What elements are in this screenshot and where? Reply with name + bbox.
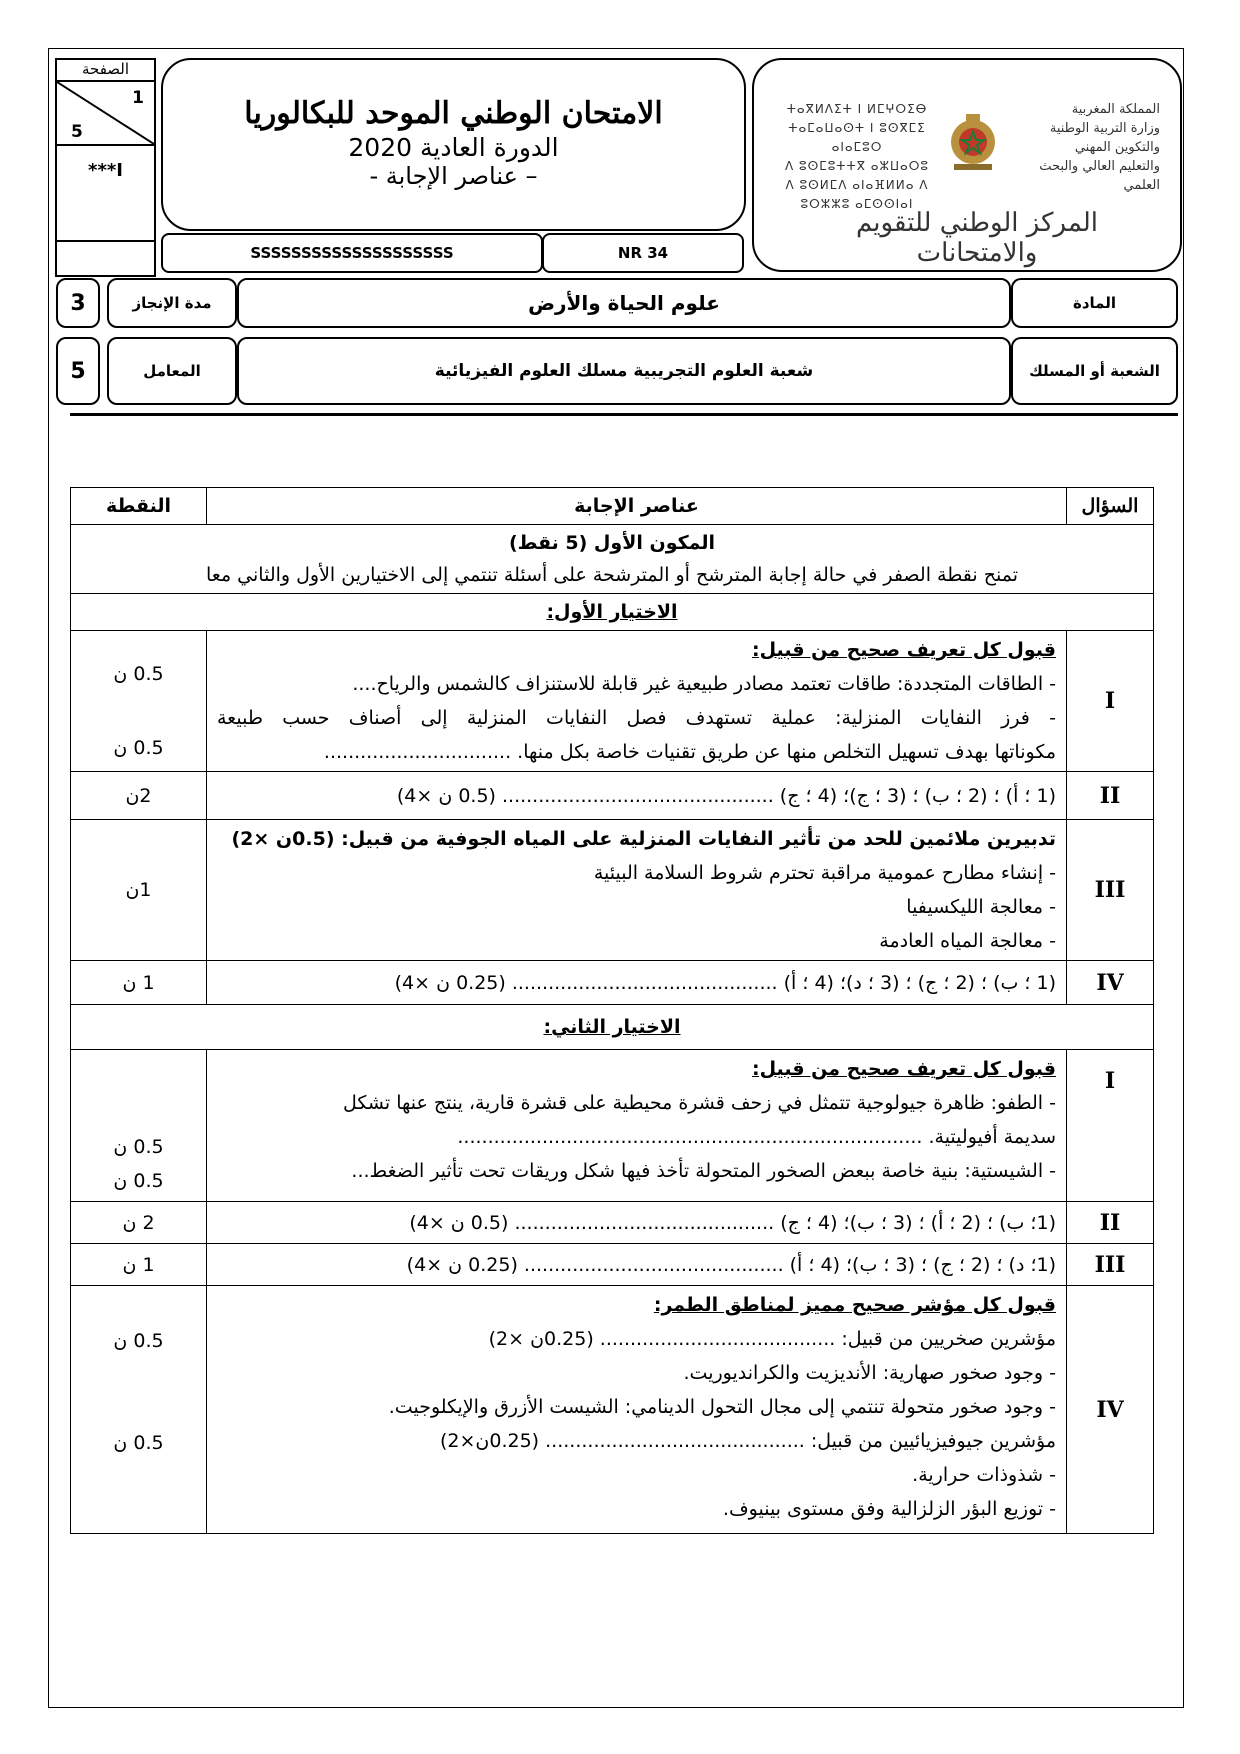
ministry-tifinagh: ⵜⴰⴳⵍⴷⵉⵜ ⵏ ⵍⵎⵖⵔⵉⴱ ⵜⴰⵎⴰⵡⴰⵙⵜ ⵏ ⵓⵙⴳⵎⵉ ⴰⵏⴰⵎⵓⵔ ⴷ ⵓⵙⵎⵓⵜⵜⴳ ⴰⵣⵡⴰⵔⵓ ⴷ ⵓⵙⵍⵎⴷ ⴰⵏⴰⴼⵍⵍⴰ ⴷ ⵓⵔⵣⵣⵓ ⴰⵎⵙⵙⵏⴰⵏ bbox=[785, 102, 929, 211]
table-row: III (1؛ د) ؛ (2 ؛ ج) ؛ (3 ؛ ب)؛ (4 ؛ أ) ........................................... (0.25 ن ×4) 1 ن bbox=[71, 1244, 1154, 1286]
subject-label: المادة bbox=[1011, 278, 1178, 328]
col-elements: عناصر الإجابة bbox=[207, 488, 1067, 525]
answer-table bbox=[70, 487, 1154, 1534]
points-value: 0.5 ن bbox=[113, 737, 164, 759]
evaluation-center-name: المركز الوطني للتقويم والامتحانات bbox=[855, 208, 1099, 268]
component-note: تمنح نقطة الصفر في حالة إجابة المترشح أو المترشحة على أسئلة تنتمي إلى الاختيارين الأول والثاني معا bbox=[206, 564, 1018, 586]
duration-value: 3 bbox=[56, 278, 100, 328]
coefficient-value: 5 bbox=[56, 337, 100, 405]
question-number: I bbox=[1067, 631, 1154, 772]
subject-value: علوم الحياة والأرض bbox=[237, 278, 1011, 328]
component-title: المكون الأول (5 نقط) bbox=[508, 532, 716, 554]
table-row: IV (1 ؛ ب) ؛ (2 ؛ ج) ؛ (3 ؛ د)؛ (4 ؛ أ) ............................................ (0.25 ن ×4) 1 ن bbox=[71, 961, 1154, 1005]
table-row: II (1؛ ب) ؛ (2 ؛ أ) ؛ (3 ؛ ب)؛ (4 ؛ ج) ........................................... (0.5 ن ×4) 2 ن bbox=[71, 1202, 1154, 1244]
table-row: I قبول كل تعريف صحيح من قبيل: - الطفو: ظاهرة جيولوجية تتمثل في زحف قشرة محيطية على قشرة قارية، ينتج عنها تشكل سديمة أفيوليتية. ............................................................................. - الشيستية: بنية خاصة ببعض الصخور المتحولة تأخذ فيها شكل وريقات تحت تأثير الضغط... 0.5 ن 0.5 ن bbox=[71, 1050, 1154, 1202]
ministry-header bbox=[752, 58, 1182, 272]
exam-title-box bbox=[161, 58, 746, 231]
option1-title: الاختيار الأول: bbox=[71, 594, 1154, 631]
points-value: 0.5 ن bbox=[113, 663, 164, 685]
document-type: - عناصر الإجابة – bbox=[369, 162, 538, 190]
option2-title-row bbox=[71, 1005, 1154, 1050]
exam-code-left: SSSSSSSSSSSSSSSSSSSS bbox=[161, 233, 543, 273]
page-code: ***I bbox=[57, 146, 154, 242]
table-row: III تدبيرين ملائمين للحد من تأثير النفايات المنزلية على المياه الجوفية من قبيل: (0.5ن ×2) - إنشاء مطارح عمومية مراقبة تحترم شروط السلامة البيئية - معالجة الليكسيفيا - معالجة المياه العادمة 1ن bbox=[71, 820, 1154, 961]
page-number-box bbox=[55, 58, 156, 277]
track-value: شعبة العلوم التجريبية مسلك العلوم الفيزيائية bbox=[237, 337, 1011, 405]
table-row: II (1 ؛ أ) ؛ (2 ؛ ب) ؛ (3 ؛ ج)؛ (4 ؛ ج) ............................................. (0.5 ن ×4) 2ن bbox=[71, 772, 1154, 820]
duration-label: مدة الإنجاز bbox=[107, 278, 237, 328]
exam-title: الامتحان الوطني الموحد للبكالوريا bbox=[244, 96, 663, 131]
ministry-arabic: المملكة المغربية وزارة التربية الوطنية والتكوين المهني والتعليم العالي والبحث العلمي bbox=[1039, 102, 1160, 193]
option2-title: الاختيار الثاني: bbox=[71, 1005, 1154, 1050]
exam-session: الدورة العادية 2020 bbox=[348, 133, 559, 162]
track-label: الشعبة أو المسلك bbox=[1011, 337, 1178, 405]
header-divider bbox=[70, 413, 1178, 416]
component-row bbox=[71, 525, 1154, 594]
moroccan-emblem-icon bbox=[946, 110, 1000, 174]
exam-code-right: NR 34 bbox=[542, 233, 744, 273]
col-question: السؤال bbox=[1067, 488, 1154, 525]
page-label: الصفحة bbox=[57, 60, 154, 82]
coefficient-label: المعامل bbox=[107, 337, 237, 405]
option1-title-row bbox=[71, 594, 1154, 631]
page-current: 1 bbox=[132, 88, 144, 108]
table-row: IV قبول كل مؤشر صحيح مميز لمناطق الطمر: مؤشرين صخريين من قبيل: ....................................... (0.25ن ×2) - وجود صخور صهارية: الأنديزيت والكرانديوريت. - وجود صخور متحولة تنتمي إلى مجال التحول الدينامي: الشيست الأزرق والإيكلوجيت. مؤشرين جيوفيزيائيين من قبيل: ........................................... (0.25ن×2) - شذوذات حرارية. - توزيع البؤر الزلزالية وفق مستوى بينيوف. 0.5 ن 0.5 ن bbox=[71, 1286, 1154, 1534]
col-points: النقطة bbox=[71, 488, 207, 525]
table-row: I قبول كل تعريف صحيح من قبيل: - الطاقات المتجددة: طاقات تعتمد مصادر طبيعية غير قابلة للاستنزاف كالشمس والرياح.... - فرز النفايات المنزلية: عملية تستهدف فصل النفايات المنزلية إلى أصناف حسب طبيعة مكوناتها بهدف تسهيل التخلص منها عن طريق تقنيات خاصة بكل منها. ............................... 0.5 ن 0.5 ن bbox=[71, 631, 1154, 772]
page-total: 5 bbox=[71, 122, 83, 142]
table-header-row bbox=[71, 488, 1154, 525]
